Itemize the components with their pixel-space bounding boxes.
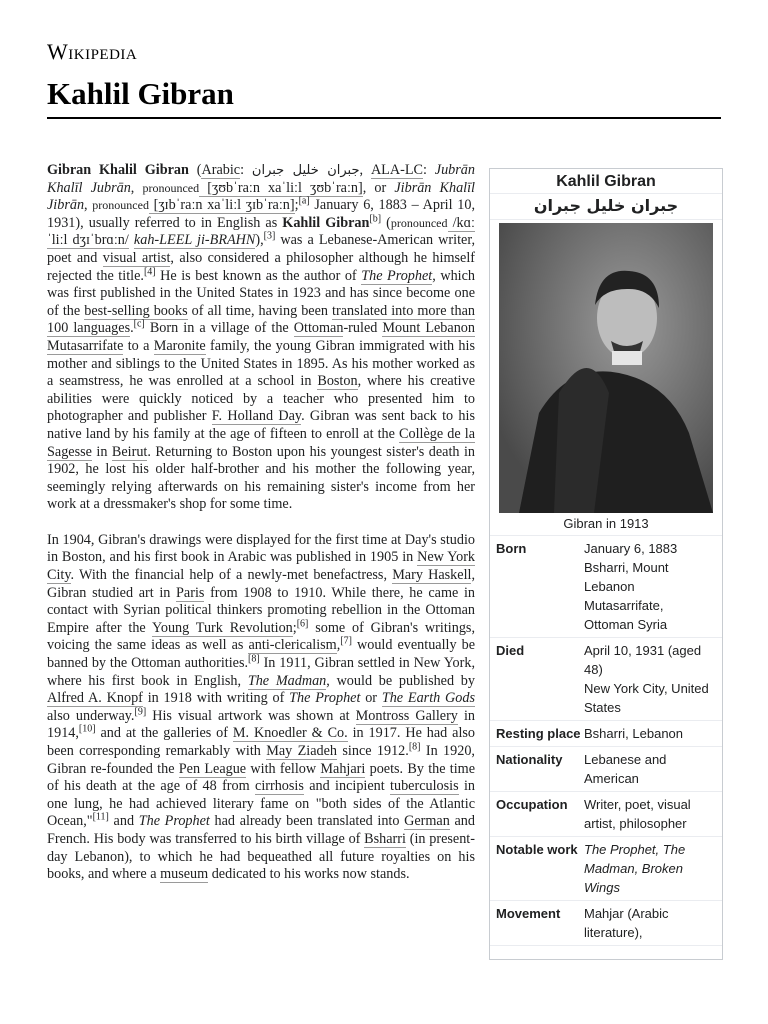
citation-link[interactable]: [3] <box>263 230 276 242</box>
article-link[interactable]: Arabic <box>201 162 241 178</box>
text-run: in one lung, he had achieved literary fame on "both sides of the Atlantic Ocean," <box>47 778 475 830</box>
article-link[interactable]: tuberculosis <box>390 778 459 795</box>
infobox-value <box>584 750 722 788</box>
text-run: to a <box>123 337 154 354</box>
arabic-name: جبران خليل جبران <box>251 163 360 178</box>
italic-text: Jibrān Khalīl Jibrān <box>47 179 475 214</box>
article-link[interactable]: /kɑːˈliːl dʒɪˈbrɑːn/ <box>47 214 475 249</box>
article-link[interactable]: F. Holland Day <box>211 408 302 425</box>
text-run: , which was first published in the United States in 1923 and has since become one of the <box>47 267 475 319</box>
text-run: also underway. <box>47 707 135 724</box>
article-paragraph-2 <box>47 532 475 884</box>
article-link[interactable]: Bsharri <box>364 830 406 847</box>
citation-link[interactable]: [11] <box>92 811 109 823</box>
pronunciation-label: pronounced <box>142 180 200 195</box>
citation-link[interactable]: [b] <box>369 213 382 225</box>
text-run: . <box>130 320 134 337</box>
text-run: , <box>130 179 143 196</box>
infobox-row-movement <box>490 901 722 946</box>
infobox-value <box>584 795 722 833</box>
article-link[interactable]: [ʒʊbˈraːn xaˈliːl ʒʊbˈraːn] <box>199 179 363 196</box>
article-link[interactable]: The Prophet <box>361 267 433 284</box>
text-run: (in present-day Lebanon), to which he had bequeathed all future royalties on his books, and where a <box>47 830 475 883</box>
infobox-row-died <box>490 638 722 721</box>
citation-link[interactable]: [10] <box>78 723 96 735</box>
text-run: had already been translated into <box>209 813 405 830</box>
infobox-value <box>584 641 722 717</box>
article-link[interactable]: ALA-LC <box>370 162 423 178</box>
page-title: Kahlil Gibran <box>47 76 234 111</box>
text-run: His visual artwork was shown at <box>146 707 356 724</box>
article-link[interactable]: translated into more than 100 languages <box>47 302 475 337</box>
infobox-label: Notable work <box>496 842 578 857</box>
infobox <box>489 168 723 960</box>
photo-caption: Gibran in 1913 <box>490 513 722 536</box>
citation-link[interactable]: [c] <box>133 318 145 330</box>
citation-link[interactable]: [6] <box>296 618 309 630</box>
infobox-row-occupation <box>490 792 722 837</box>
text-run: of all time, having been <box>187 302 333 319</box>
text-run: , would be published by <box>326 672 475 689</box>
article-paragraph-1 <box>47 162 475 514</box>
infobox-value-line[interactable]: Bsharri, Mount Lebanon Mutasarrifate, Ottoman Syria <box>584 560 669 632</box>
infobox-label: Occupation <box>496 797 568 812</box>
text-run: with fellow <box>246 760 321 777</box>
text-run: and <box>108 813 139 830</box>
text-run: ( <box>381 214 391 231</box>
title-divider <box>47 117 721 119</box>
text-run: and at the galleries of <box>95 725 233 742</box>
infobox-native-name: جبران خليل جبران <box>490 194 722 220</box>
text-run: -ruled <box>343 320 383 337</box>
infobox-row-nationality <box>490 747 722 792</box>
article-link[interactable]: Mount Lebanon Mutasarrifate <box>47 320 475 354</box>
infobox-label: Born <box>496 541 527 556</box>
infobox-rows <box>490 536 722 946</box>
text-run: , also considered a philosopher although he himself rejected the title. <box>47 249 475 284</box>
article-link[interactable]: anti-clericalism <box>248 637 337 654</box>
article-link[interactable]: kah-LEEL ji-BRAHN <box>133 232 256 249</box>
text-run: January 6, 1883 – April 10, 1931), usually referred to in English as <box>47 197 475 231</box>
article-link[interactable]: Collège de la Sagesse <box>47 425 475 460</box>
text-run: was a Lebanese-American writer, poet and <box>47 232 476 266</box>
text-run: in 1918 with writing of <box>142 690 290 707</box>
text-run: , Gibran studied art in <box>47 567 475 601</box>
citation-link[interactable]: [7] <box>340 635 352 647</box>
infobox-row-born <box>490 536 722 638</box>
infobox-label: Resting place <box>496 726 581 741</box>
text-run: poets. By the time of his death at the age of 48 from <box>47 760 476 795</box>
article-link[interactable]: The Madman <box>247 672 327 689</box>
article-link[interactable]: Pen League <box>178 760 247 777</box>
bold-term: Gibran Khalil Gibran <box>47 162 189 178</box>
text-run: would eventually be banned by the Ottoman authorities. <box>47 637 475 672</box>
text-run: since 1912. <box>337 743 409 759</box>
text-run: . Returning to Boston upon his youngest sister's death in 1902, he lost his older half-brother and his mother the following year, seemingly relying afterwards on his remaining sister's income from her work at a dressmaker's shop for some time. <box>47 443 475 513</box>
text-run: . With the financial help of a newly-met benefactress, <box>70 567 393 584</box>
infobox-row-resting-place <box>490 721 722 747</box>
text-run: some of Gibran's writings, voicing the same ideas as well as <box>47 619 475 654</box>
text-run: from 1908 to 1910. While there, he came in contact with Syrian political thinkers promoting rebellion in the Ottoman Empire after the <box>47 584 475 636</box>
text-run: In 1920, Gibran re-founded the <box>47 743 475 777</box>
text-run: , <box>359 162 371 178</box>
text-run: and French. His body was transferred to his birth village of <box>47 813 475 847</box>
text-run: family, the young Gibran immigrated with his mother and siblings to the United States in 1895. As his mother worked as a seamstress, he was enrolled at a school in <box>47 337 475 390</box>
text-run: and incipient <box>303 778 391 795</box>
article-link[interactable]: [ʒɪbˈraːn xaˈliːl ʒɪbˈraːn] <box>148 197 295 214</box>
infobox-value-line[interactable]: New York City, United States <box>584 681 709 715</box>
text-run: , <box>336 637 341 654</box>
article-link[interactable]: museum <box>160 866 209 883</box>
citation-link[interactable]: [8] <box>248 653 260 665</box>
text-run: Born in a village of the <box>144 320 294 337</box>
italic-text: The Prophet <box>138 813 210 830</box>
infobox-value-line[interactable]: Bsharri, Lebanon <box>584 726 684 741</box>
article-link[interactable]: German <box>404 813 450 830</box>
text-run: In 1904, Gibran's drawings were displayed for the first time at Day's studio in Boston, and his first book in Arabic was published in 1905 in <box>47 531 475 566</box>
text-run: in <box>91 443 112 460</box>
text-run: or <box>360 690 382 707</box>
text-run: He is best known as the author of <box>155 267 362 284</box>
text-run: ; <box>294 197 299 214</box>
infobox-value-line[interactable]: Mahjar (Arabic literature), <box>584 906 669 940</box>
text-run: , where his creative abilities were quickly noticed by a teacher who presented him to photographer and publisher <box>47 373 475 425</box>
article-link[interactable]: Mary Haskell <box>392 567 472 584</box>
article-link[interactable]: Montross Gallery <box>355 707 458 724</box>
text-run: , <box>84 197 93 214</box>
infobox-label: Died <box>496 643 525 658</box>
infobox-value <box>584 904 722 942</box>
infobox-value <box>584 840 722 897</box>
article-link[interactable]: cirrhosis <box>255 778 304 795</box>
text-run: , or <box>362 179 395 196</box>
infobox-value-line[interactable]: The Prophet, The Madman, Broken Wings <box>584 842 686 895</box>
citation-link[interactable]: [4] <box>143 265 156 277</box>
infobox-value-line[interactable]: January 6, 1883 <box>584 541 678 556</box>
bold-term: Kahlil Gibran <box>282 214 370 231</box>
citation-link[interactable]: [9] <box>134 706 147 718</box>
article-link[interactable]: Boston <box>317 373 358 390</box>
text-run: in 1917. He had also been corresponding remarkably with <box>47 725 476 759</box>
portrait-photo[interactable] <box>499 223 713 513</box>
article-link[interactable]: Alfred A. Knopf <box>47 690 143 707</box>
pronunciation-label: pronounced <box>92 198 149 213</box>
infobox-value <box>584 539 722 634</box>
infobox-label: Nationality <box>496 752 563 767</box>
infobox-value <box>584 724 722 743</box>
infobox-row-notable-work <box>490 837 722 901</box>
citation-link[interactable]: [8] <box>408 741 421 753</box>
article-link[interactable]: The Earth Gods <box>381 690 475 707</box>
article-link[interactable]: Young Turk Revolution <box>152 619 293 636</box>
infobox-title: Kahlil Gibran <box>490 169 722 194</box>
infobox-value-line[interactable]: April 10, 1931 (aged 48) <box>584 643 702 677</box>
italic-text: The Prophet <box>289 690 361 707</box>
article-link[interactable]: visual artist <box>102 249 171 266</box>
article-link[interactable]: best-selling books <box>84 302 188 319</box>
article-link[interactable]: May Ziadeh <box>266 743 338 759</box>
text-run: ; <box>292 619 297 636</box>
italic-text: Jubrān Khalīl Jubrān <box>47 162 475 196</box>
infobox-label: Movement <box>496 906 561 921</box>
article-link[interactable]: Beirut <box>111 443 148 460</box>
text-run: in 1914, <box>47 707 475 742</box>
pronunciation-label: pronounced <box>390 215 448 230</box>
text-run: In 1911, Gibran settled in New York, where his first book in English, <box>47 655 475 689</box>
text-run: : <box>240 162 252 178</box>
wikipedia-wordmark[interactable]: Wikipedia <box>47 39 138 64</box>
article-link[interactable]: Mahjari <box>320 760 366 777</box>
article-link[interactable]: Maronite <box>153 337 206 354</box>
infobox-value-line[interactable]: Writer, poet, visual artist, philosopher <box>584 797 691 831</box>
text-run: ( <box>188 162 202 178</box>
infobox-value-line[interactable]: Lebanese and American <box>584 752 667 786</box>
article-body <box>47 162 475 902</box>
text-run: . Gibran was sent back to his native land by his family at the age of fifteen to enroll at the <box>47 408 475 442</box>
citation-link[interactable]: [a] <box>298 195 310 207</box>
article-link[interactable]: Paris <box>176 584 205 601</box>
article-link[interactable]: M. Knoedler & Co. <box>232 725 348 742</box>
text-run: dedicated to his works now stands. <box>208 866 410 883</box>
article-link[interactable]: Ottoman <box>293 320 344 337</box>
article-link[interactable]: New York City <box>47 549 476 584</box>
text-run: : <box>422 162 435 178</box>
text-run: ), <box>255 232 264 249</box>
